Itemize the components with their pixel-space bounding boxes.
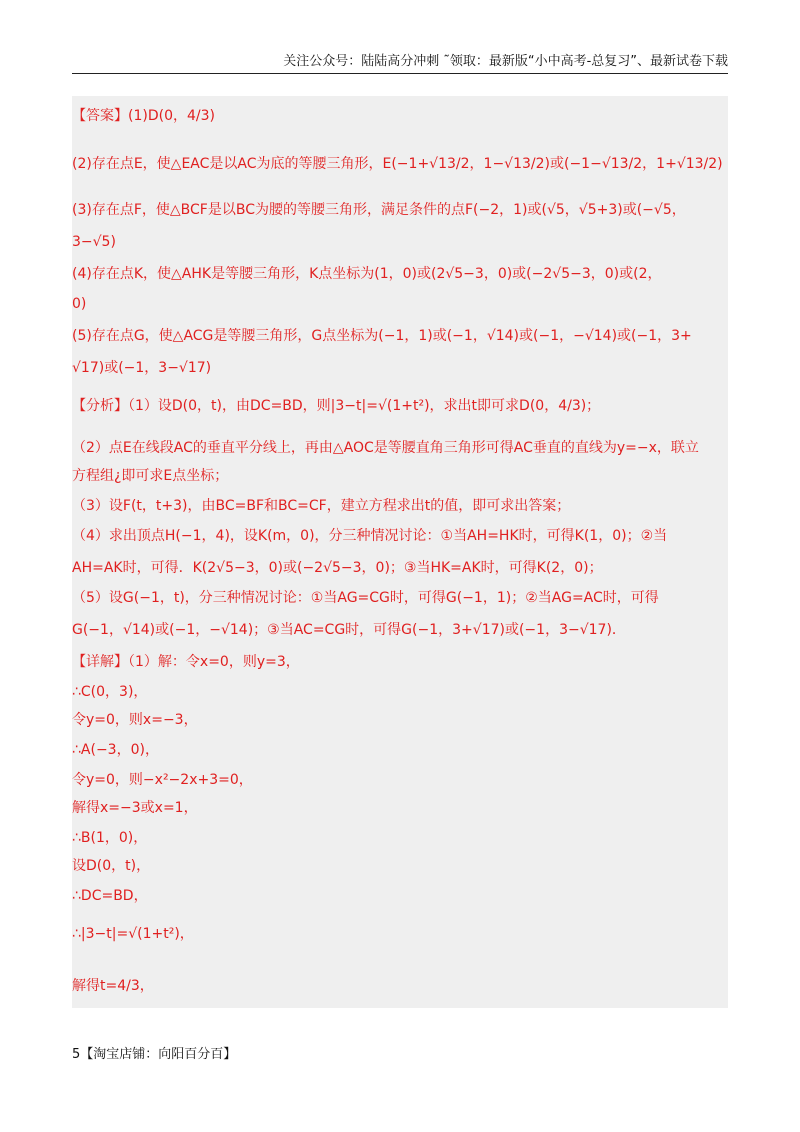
detail-line-5: 令y=0，则−x²−2x+3=0， [72, 772, 253, 788]
header-divider [72, 73, 728, 74]
analysis-line-2a: （2）点E在线段AC的垂直平分线上，再由△AOC是等腰直角三角形可得AC垂直的直线为y=−x，联立 [72, 440, 699, 456]
answer-line-3a: (3)存在点F，使△BCF是以BC为腰的等腰三角形，满足条件的点F(−2，1)或(√5，√5+3)或(−√5， [72, 202, 686, 218]
answer-line-3b: 3−√5) [72, 234, 116, 250]
answer-tag: 【答案】 [72, 108, 128, 124]
detail-line-7: ∴B(1，0)， [72, 830, 148, 846]
answer-line-4a: (4)存在点K，使△AHK是等腰三角形，K点坐标为(1，0)或(2√5−3，0)或(−2√5−3，0)或(2， [72, 266, 662, 282]
analysis-line-1 [72, 396, 728, 416]
analysis-line-3: （3）设F(t，t+3)，由BC=BF和BC=CF，建立方程求出t的值，即可求出答案； [72, 498, 571, 514]
answer-line-1 [72, 106, 728, 126]
detail-tag: 【详解】 [72, 654, 128, 670]
detail-text-1: （1）解：令x=0，则y=3， [128, 654, 300, 670]
answer-text-1: (1)D(0，4/3) [128, 108, 215, 124]
analysis-text-1: （1）设D(0，t)，由DC=BD，则|3−t|=√(1+t²)，求出t即可求D(0，4/3)； [128, 398, 601, 414]
detail-line-10: ∴|3−t|=√(1+t²)， [72, 926, 194, 942]
detail-line-8: 设D(0，t)， [72, 858, 151, 874]
analysis-line-5b: G(−1，√14)或(−1，−√14)；③当AC=CG时，可得G(−1，3+√17)或(−1，3−√17)． [72, 622, 626, 638]
answer-line-5b: √17)或(−1，3−√17) [72, 360, 212, 376]
solution-panel [72, 96, 728, 1008]
analysis-line-4a: （4）求出顶点H(−1，4)，设K(m，0)，分三种情况讨论：①当AH=HK时，可得K(1，0)；②当 [72, 528, 668, 544]
analysis-line-5a: （5）设G(−1，t)，分三种情况讨论：①当AG=CG时，可得G(−1，1)；②当AG=AC时，可得 [72, 590, 659, 606]
answer-line-2: (2)存在点E，使△EAC是以AC为底的等腰三角形，E(−1+√13/2，1−√13/2)或(−1−√13/2，1+√13/2) [72, 156, 723, 172]
detail-line-1 [72, 652, 728, 672]
analysis-line-2b: 方程组¿即可求E点坐标； [72, 468, 229, 484]
analysis-tag: 【分析】 [72, 398, 128, 414]
answer-line-4b: 0) [72, 296, 87, 312]
detail-line-3: 令y=0，则x=−3， [72, 712, 198, 728]
page-footer: 5【淘宝店铺：向阳百分百】 [72, 1047, 237, 1062]
answer-line-5a: (5)存在点G，使△ACG是等腰三角形，G点坐标为(−1，1)或(−1，√14)或(−1，−√14)或(−1，3+ [72, 328, 692, 344]
detail-line-9: ∴DC=BD， [72, 888, 148, 904]
detail-line-4: ∴A(−3，0)， [72, 742, 159, 758]
detail-line-11: 解得t=4/3， [72, 978, 154, 994]
detail-line-2: ∴C(0，3)， [72, 684, 148, 700]
detail-line-6: 解得x=−3或x=1， [72, 800, 198, 816]
analysis-line-4b: AH=AK时，可得．K(2√5−3，0)或(−2√5−3，0)；③当HK=AK时，可得K(2，0)； [72, 560, 603, 576]
page-header: 关注公众号：陆陆高分冲刺 ˜领取：最新版“小中高考-总复习”、最新试卷下载 [283, 54, 728, 69]
